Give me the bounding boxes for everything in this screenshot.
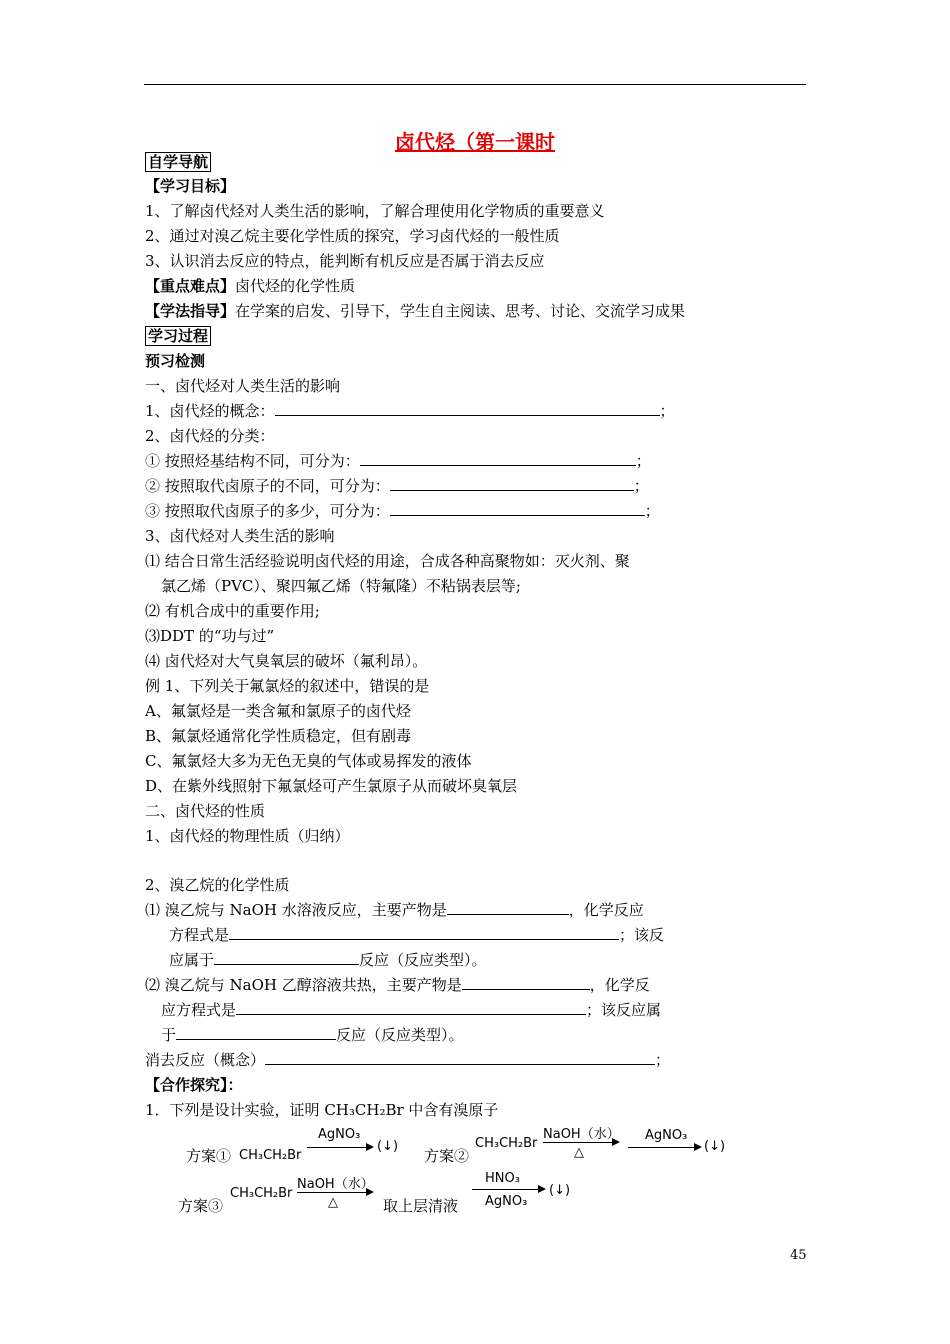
- question-concept: 1、卤代烃的概念： ；: [145, 402, 675, 420]
- use-4: ⑷ 卤代烃对大气臭氧层的破坏（氟利昂）。: [145, 652, 428, 670]
- section-process: 学习过程: [145, 326, 211, 346]
- option-d: D、在紫外线照射下氟氯烃可产生氯原子从而破坏臭氧层: [145, 777, 518, 795]
- scheme-1-arrow: [307, 1147, 372, 1148]
- reaction-2c: 于 反应（反应类型）。: [161, 1026, 464, 1044]
- scheme-2-reagent-bottom: △: [574, 1145, 584, 1160]
- section-self-study: 自学导航: [145, 152, 211, 172]
- option-b: B、氟氯烃通常化学性质稳定，但有剧毒: [145, 727, 412, 745]
- elimination-concept: 消去反应（概念） ；: [145, 1051, 671, 1069]
- scheme-2-result: (↓): [704, 1139, 726, 1154]
- scheme-3-reagent-top: NaOH（水）: [297, 1177, 374, 1192]
- scheme-2-arrow-2: [628, 1147, 700, 1148]
- part1-heading: 一、卤代烃对人类生活的影响: [145, 377, 341, 395]
- option-c: C、氟氯烃大多为无色无臭的气体或易挥发的液体: [145, 752, 472, 770]
- scheme-3-reagent-2-top: HNO₃: [485, 1171, 520, 1186]
- question-classification: 2、卤代烃的分类：: [145, 427, 275, 445]
- use-2: ⑵ 有机合成中的重要作用;: [145, 602, 320, 620]
- header-rule: [144, 84, 806, 85]
- scheme-1-result: (↓): [377, 1139, 399, 1154]
- question-impact: 3、卤代烃对人类生活的影响: [145, 527, 335, 545]
- page-title: 卤代烃（第一课时: [395, 130, 555, 154]
- scheme-3-reagent-bottom: △: [328, 1195, 338, 1210]
- scheme-2-reagent-top: NaOH（水）: [543, 1127, 620, 1142]
- use-1a: ⑴ 结合日常生活经验说明卤代烃的用途，合成各种高聚物如：灭火剂、聚: [145, 552, 630, 570]
- use-3: ⑶DDT 的“功与过”: [145, 627, 275, 645]
- physical-properties: 1、卤代烃的物理性质（归纳）: [145, 827, 350, 845]
- scheme-3-start: CH₃CH₂Br: [230, 1186, 293, 1201]
- scheme-2-label: 方案②: [424, 1147, 470, 1165]
- class-by-structure: ① 按照烃基结构不同，可分为： ；: [145, 452, 651, 470]
- reaction-1c: 应属于 反应（反应类型）。: [169, 951, 487, 969]
- option-a: A、氟氯烃是一类含氟和氯原子的卤代烃: [145, 702, 411, 720]
- goal-1: 1、了解卤代烃对人类生活的影响，了解合理使用化学物质的重要意义: [145, 202, 605, 220]
- scheme-3-mid: 取上层清液: [383, 1197, 459, 1215]
- task-1: 1．下列是设计实验，证明 CH₃CH₂Br 中含有溴原子: [145, 1101, 499, 1119]
- reaction-2b: 应方程式是 ；该反应属: [161, 1001, 662, 1019]
- scheme-3-reagent-2-bottom: AgNO₃: [485, 1194, 528, 1209]
- page-number: 45: [790, 1248, 807, 1263]
- scheme-2-start: CH₃CH₂Br: [475, 1136, 538, 1151]
- reaction-1a: ⑴ 溴乙烷与 NaOH 水溶液反应，主要产物是 ，化学反应: [145, 901, 644, 919]
- scheme-2-arrow-1: [543, 1142, 618, 1143]
- method-guide: 【学法指导】在学案的启发、引导下，学生自主阅读、思考、讨论、交流学习成果: [145, 302, 686, 320]
- scheme-2-reagent-2: AgNO₃: [645, 1128, 688, 1143]
- scheme-3-result: (↓): [549, 1183, 571, 1198]
- goal-2: 2、通过对溴乙烷主要化学性质的探究，学习卤代烃的一般性质: [145, 227, 560, 245]
- class-by-count: ③ 按照取代卤原子的多少，可分为： ；: [145, 502, 660, 520]
- example-question: 例 1、下列关于氟氯烃的叙述中，错误的是: [145, 677, 430, 695]
- scheme-3-label: 方案③: [178, 1197, 224, 1215]
- goal-3: 3、认识消去反应的特点，能判断有机反应是否属于消去反应: [145, 252, 545, 270]
- class-by-halogen: ② 按照取代卤原子的不同，可分为： ；: [145, 477, 649, 495]
- scheme-3-arrow-1: [297, 1192, 372, 1193]
- key-points: 【重点难点】卤代烃的化学性质: [145, 277, 356, 295]
- use-1b: 氯乙烯（PVC）、聚四氟乙烯（特氟隆）不粘锅表层等;: [161, 577, 521, 595]
- chemical-properties: 2、溴乙烷的化学性质: [145, 876, 290, 894]
- scheme-1-start: CH₃CH₂Br: [239, 1148, 302, 1163]
- scheme-1-label: 方案①: [186, 1147, 232, 1165]
- cooperation-heading: 【合作探究】：: [145, 1076, 243, 1094]
- reaction-2a: ⑵ 溴乙烷与 NaOH 乙醇溶液共热，主要产物是 ，化学反: [145, 976, 650, 994]
- part2-heading: 二、卤代烃的性质: [145, 802, 266, 820]
- preview-heading: 预习检测: [145, 352, 206, 370]
- scheme-1-reagent: AgNO₃: [318, 1127, 361, 1142]
- scheme-3-arrow-2: [472, 1189, 544, 1190]
- goal-header: 【学习目标】: [145, 177, 236, 195]
- reaction-1b: 方程式是 ；该反: [169, 926, 665, 944]
